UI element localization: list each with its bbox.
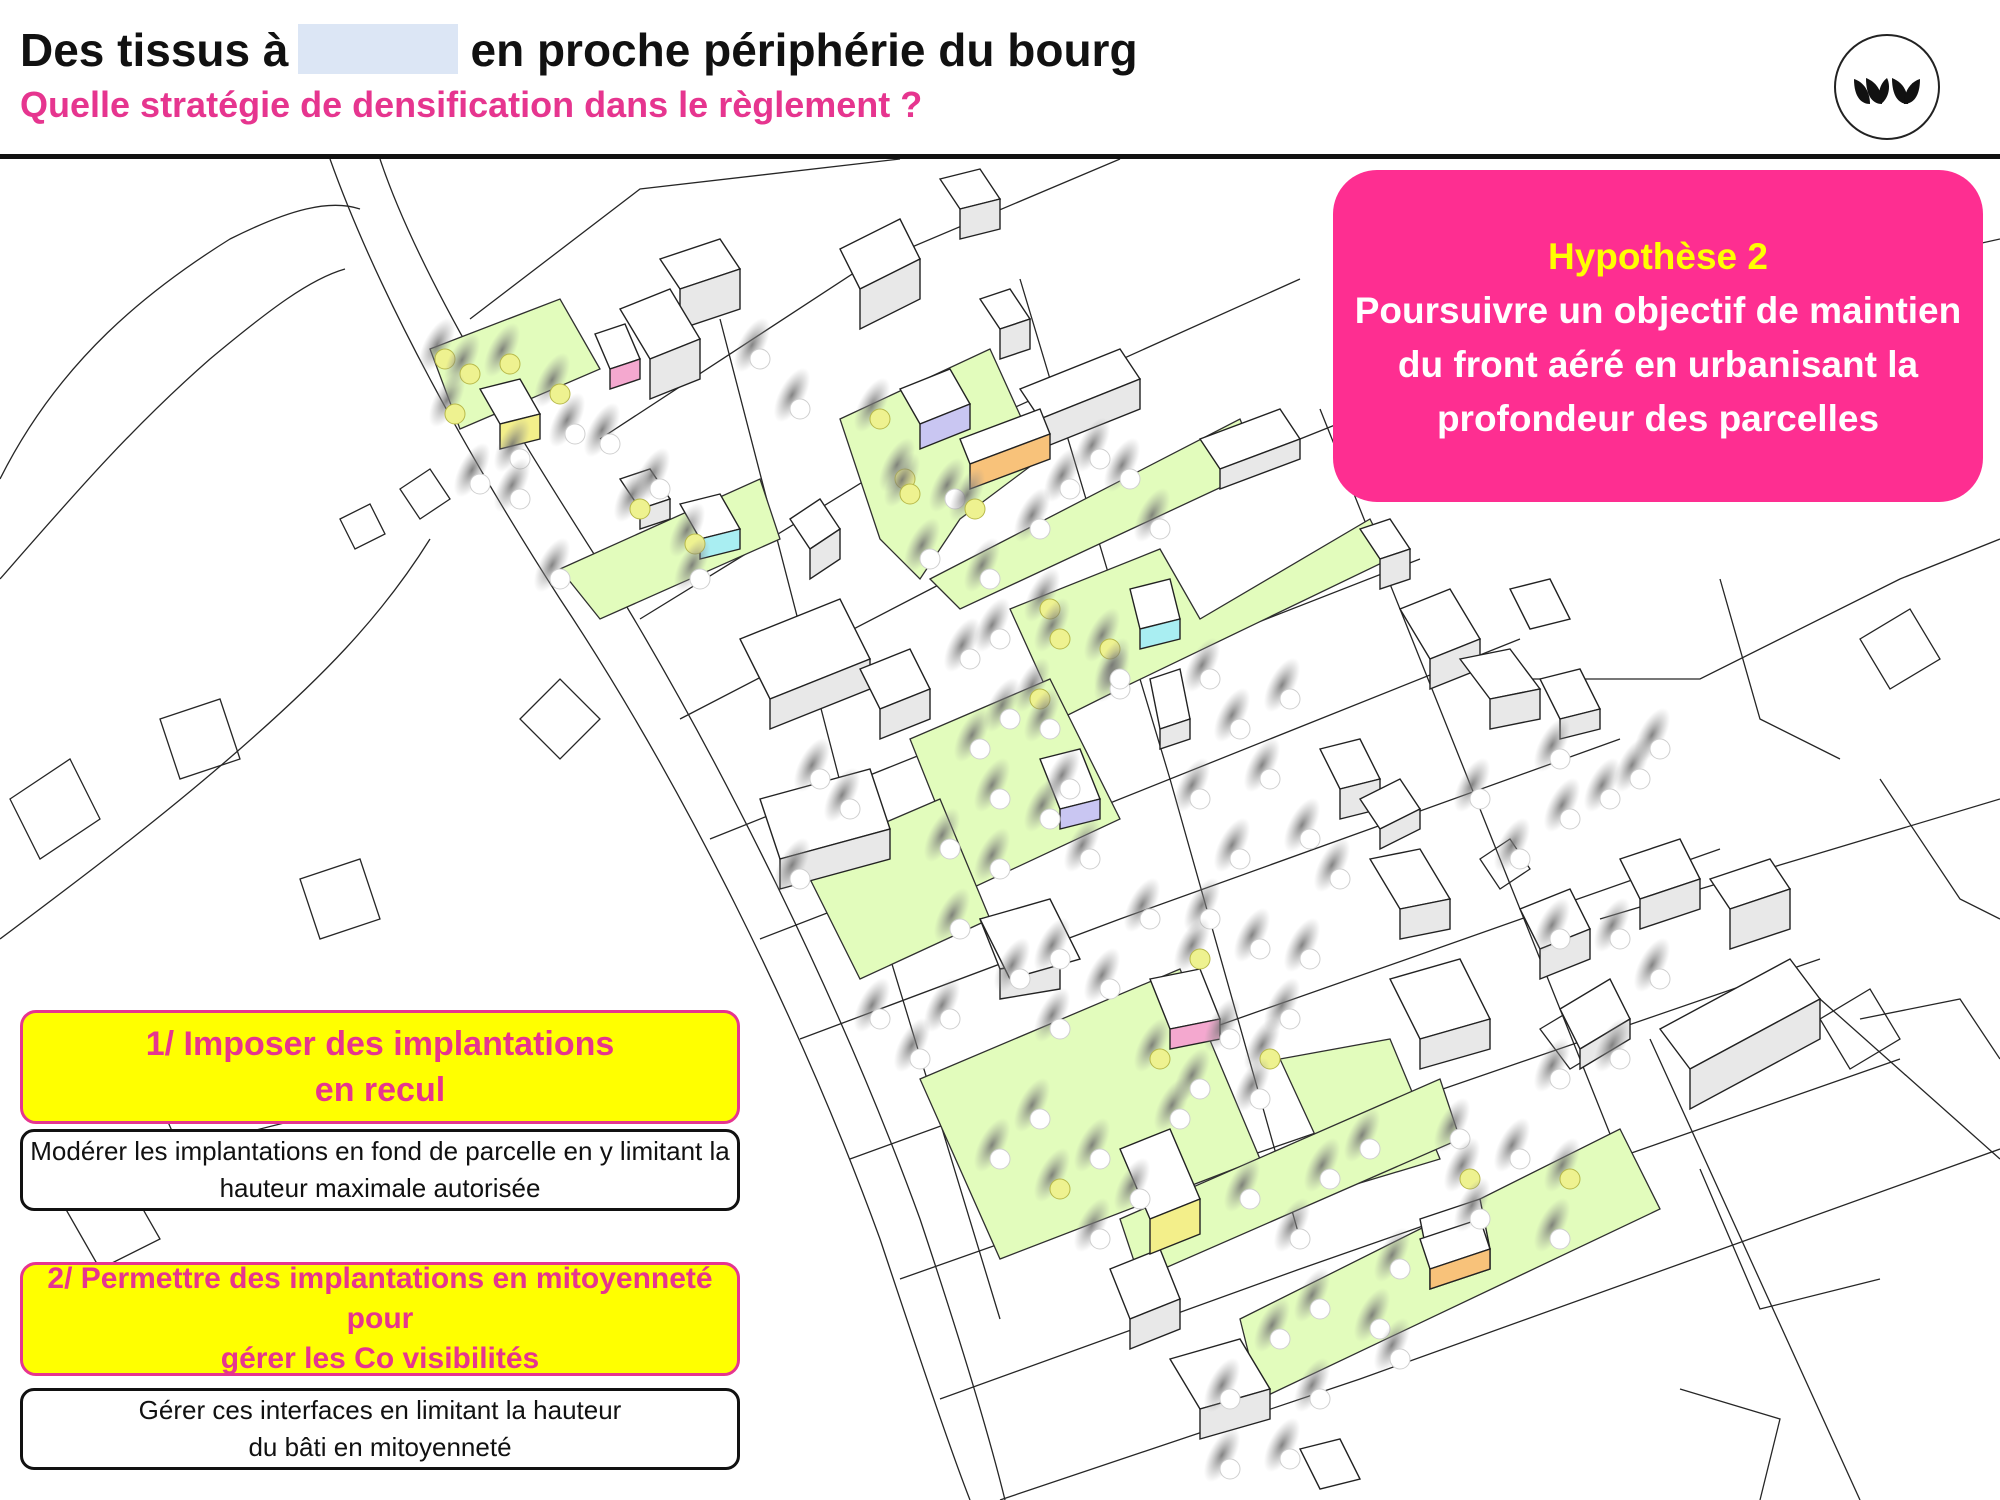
existing-tree [1320,1169,1340,1189]
existing-tree [750,349,770,369]
strategy-description-line: du bâti en mitoyenneté [248,1432,512,1462]
title-part-1: Des tissus à [20,24,289,76]
existing-tree [1090,1229,1110,1249]
existing-tree [1300,829,1320,849]
existing-tree [970,739,990,759]
existing-tree [990,629,1010,649]
strategy-heading-line: en recul [314,1071,446,1109]
new-tree [1050,629,1070,649]
existing-tree [1310,1389,1330,1409]
existing-tree [920,549,940,569]
existing-tree [1270,1329,1290,1349]
existing-tree [1610,929,1630,949]
existing-tree [1040,809,1060,829]
existing-tree [1250,939,1270,959]
existing-tree [1110,669,1130,689]
building [840,219,920,329]
existing-tree [565,424,585,444]
existing-tree [1060,779,1080,799]
existing-tree [1090,449,1110,469]
new-tree [1190,949,1210,969]
existing-tree [1650,739,1670,759]
building [1300,1439,1360,1489]
strategy-1-heading [20,1010,740,1124]
tree-shadow [1526,1032,1577,1097]
existing-tree [940,839,960,859]
tree-shadow [446,437,497,502]
strategy-2-description [20,1388,740,1470]
existing-tree [990,789,1010,809]
existing-tree [870,1009,890,1029]
existing-tree [1330,869,1350,889]
strategy-heading-line: gérer les Co visibilités [220,1342,540,1375]
tree-shadow [766,362,817,427]
strategy-heading-line: 2/ Permettre des implantations en mitoyenneté pour [47,1262,713,1335]
building [1510,579,1570,629]
existing-tree [910,1049,930,1069]
existing-tree [1130,1189,1150,1209]
new-tree [900,484,920,504]
existing-tree [1390,1349,1410,1369]
existing-tree [1260,769,1280,789]
building [1390,959,1490,1069]
existing-tree [1080,849,1100,869]
new-tree [1150,1049,1170,1069]
existing-tree [1220,1389,1240,1409]
existing-tree [1060,479,1080,499]
new-tree [630,499,650,519]
hypothesis-title: Hypothèse 2 [1547,236,1768,277]
leaf-trio-icon [1834,34,1940,140]
existing-tree [1510,1149,1530,1169]
existing-tree [990,859,1010,879]
existing-tree [1280,1009,1300,1029]
new-tree [445,404,465,424]
existing-tree [1090,1149,1110,1169]
existing-tree [1390,1259,1410,1279]
existing-tree [990,1149,1010,1169]
existing-tree [600,434,620,454]
strategy-2-heading [20,1262,740,1376]
existing-tree [1040,719,1060,739]
tree-shadow [1256,1412,1307,1477]
building [740,599,870,729]
existing-tree [1220,1029,1240,1049]
tree-shadow [1206,682,1257,747]
existing-tree [1310,1299,1330,1319]
existing-tree [1610,1049,1630,1069]
existing-tree [790,869,810,889]
tree-shadow [1536,772,1587,837]
tree-shadow [1276,792,1327,857]
existing-tree [1650,969,1670,989]
page-title [20,20,1138,80]
existing-tree [1150,519,1170,539]
existing-tree [790,399,810,419]
existing-tree [1290,1229,1310,1249]
existing-tree [1550,749,1570,769]
existing-tree [550,569,570,589]
existing-tree [1100,979,1120,999]
existing-tree [1030,519,1050,539]
tree-shadow [1276,912,1327,977]
tree-shadow [726,312,777,377]
new-tree [1560,1169,1580,1189]
existing-tree [1010,969,1030,989]
strategy-description-line: hauteur maximale autorisée [219,1173,541,1203]
existing-tree [1300,949,1320,969]
existing-tree [1550,929,1570,949]
existing-tree [1470,1209,1490,1229]
existing-tree [1050,1019,1070,1039]
existing-tree [690,569,710,589]
existing-tree [810,769,830,789]
existing-tree [1190,789,1210,809]
building [1660,959,1820,1109]
new-building-pink [595,324,640,389]
page-header [0,0,2000,158]
existing-tree [1280,1449,1300,1469]
existing-tree [510,489,530,509]
tree-shadow [1486,1112,1537,1177]
hypothesis-line: profondeur des parcelles [1436,398,1880,439]
building [980,289,1030,359]
new-tree [500,354,520,374]
existing-tree [950,919,970,939]
existing-tree [1030,1109,1050,1129]
tree-shadow [1446,752,1497,817]
existing-tree [1190,1079,1210,1099]
tree-shadow [1226,902,1277,967]
existing-tree [1000,709,1020,729]
existing-tree [1230,849,1250,869]
new-tree [870,409,890,429]
title-part-2: en proche périphérie du bourg [470,24,1138,76]
existing-tree [940,1009,960,1029]
existing-tree [1550,1069,1570,1089]
existing-tree [1560,809,1580,829]
existing-tree [980,569,1000,589]
existing-tree [1220,1459,1240,1479]
existing-tree [1200,669,1220,689]
building [940,169,1000,239]
new-tree [965,499,985,519]
building [1460,649,1540,729]
existing-tree [1280,689,1300,709]
existing-tree [1470,789,1490,809]
tree-shadow [1206,812,1257,877]
strategy-description-line: Modérer les implantations en fond de parcelle en y limitant la [30,1136,730,1166]
existing-tree [1050,949,1070,969]
hypothesis-line: du front aéré en urbanisant la [1397,344,1919,385]
strategy-description-line: Gérer ces interfaces en limitant la hauteur [138,1395,622,1425]
strategy-heading-line: 1/ Imposer des implantations [145,1025,615,1063]
tree-shadow [1166,752,1217,817]
building [790,499,840,579]
existing-tree [470,474,490,494]
tree-shadow [1256,652,1307,717]
existing-tree [1550,1229,1570,1249]
existing-tree [960,649,980,669]
existing-tree [1170,1109,1190,1129]
page-subtitle: Quelle stratégie de densification dans le règlement ? [20,84,923,125]
tree-shadow [1586,892,1637,957]
strategy-1-description [20,1129,740,1211]
existing-tree [650,479,670,499]
existing-tree [1140,909,1160,929]
existing-tree [1360,1139,1380,1159]
existing-tree [1120,469,1140,489]
existing-tree [1630,769,1650,789]
existing-tree [1230,719,1250,739]
new-tree [1050,1179,1070,1199]
existing-tree [1240,1189,1260,1209]
redacted-place-name [298,24,458,74]
building [1710,859,1790,949]
building [1620,839,1700,929]
existing-tree [840,799,860,819]
existing-tree [1600,789,1620,809]
existing-tree [1510,849,1530,869]
hypothesis-callout [1333,170,1983,502]
building [1370,849,1450,939]
tree-shadow [1626,932,1677,997]
existing-tree [1250,1089,1270,1109]
hypothesis-line: Poursuivre un objectif de maintien [1354,290,1962,331]
